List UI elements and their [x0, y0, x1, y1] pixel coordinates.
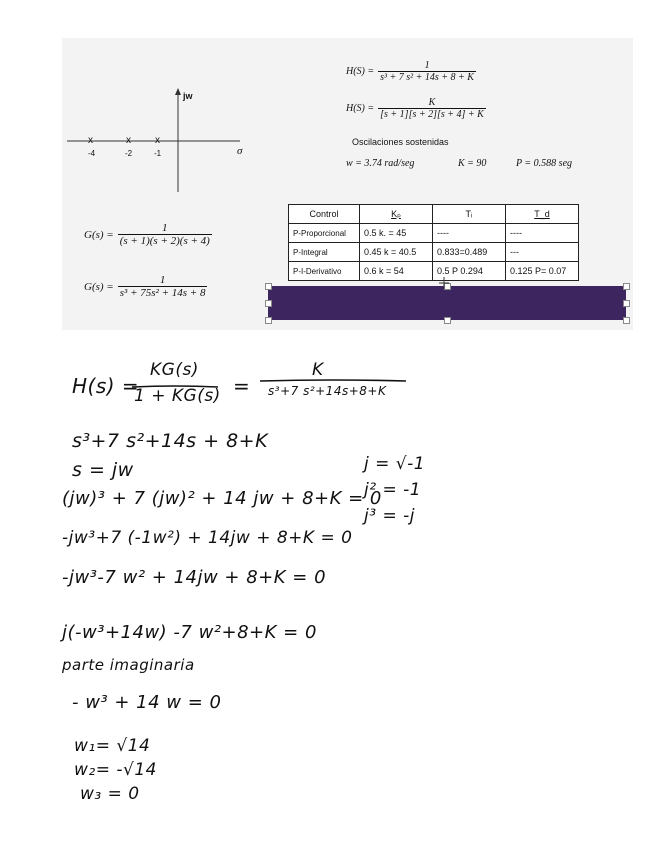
fraction [118, 222, 212, 247]
hw-h-num2: K [312, 360, 324, 380]
pole-label: -4 [88, 149, 96, 158]
table-cell: P-I-Derivativo [289, 262, 360, 281]
g-transfer-function-1 [84, 222, 212, 247]
denominator: (s + 1)(s + 2)(s + 4) [119, 235, 210, 247]
resize-handle[interactable] [265, 300, 272, 307]
p-value: P = 0.588 seg [516, 158, 573, 169]
pole-marker: x [155, 135, 160, 146]
denominator: s³ + 7 s² + 14s + 8 + K [380, 72, 474, 83]
hw-line: w₂= -√14 [74, 760, 157, 780]
hw-line: -jw³+7 (-1w²) + 14jw + 8+K = 0 [62, 528, 353, 548]
column-header: Control [289, 205, 360, 224]
hw-line: - w³ + 14 w = 0 [72, 692, 222, 713]
hw-j-identity: j = √-1 [364, 454, 426, 474]
column-header: Kₚ [360, 205, 433, 224]
table-cell: P-Integral [289, 243, 360, 262]
numerator: 1 [159, 274, 166, 286]
jw-axis-label: jw [183, 91, 193, 101]
table-cell: 0.5 P 0.294 [433, 262, 506, 281]
fraction [118, 274, 208, 299]
table-cell: P-Proporcional [289, 224, 360, 243]
denominator: [s + 1][s + 2][s + 4] + K [380, 109, 484, 120]
table-cell: --- [506, 243, 579, 262]
table-row [289, 224, 579, 243]
selected-shape[interactable] [268, 286, 626, 320]
hw-line: j(-w³+14w) -7 w²+8+K = 0 [62, 622, 317, 643]
w-value: w = 3.74 rad/seg [346, 158, 415, 169]
numerator: K [428, 97, 436, 108]
fraction [378, 60, 476, 83]
column-header: Tᵢ [433, 205, 506, 224]
move-cursor-icon [438, 276, 450, 290]
resize-handle[interactable] [623, 317, 630, 324]
hw-line: w₃ = 0 [80, 784, 140, 804]
table-header-row [289, 205, 579, 224]
hw-h-lhs: H(s) = [72, 374, 140, 398]
hw-line: parte imaginaria [62, 656, 195, 674]
pole-label: -2 [125, 149, 133, 158]
hw-j-identity: j² = -1 [364, 480, 422, 500]
hw-j-identity: j³ = -j [364, 506, 415, 526]
hw-line: (jw)³ + 7 (jw)² + 14 jw + 8+K = 0 [62, 488, 382, 509]
table-cell: 0.6 k = 54 [360, 262, 433, 281]
pole-marker: x [126, 135, 131, 146]
hw-line: s = jw [72, 459, 134, 481]
table-cell: 0.45 k = 40.5 [360, 243, 433, 262]
hw-line: -jw³-7 w² + 14jw + 8+K = 0 [62, 567, 327, 588]
hw-line: w₁= √14 [74, 736, 151, 756]
table-cell: 0.125 P= 0.07 [506, 262, 579, 281]
numerator: 1 [424, 60, 430, 71]
table-cell: ---- [506, 224, 579, 243]
equation-lhs: G(s) = [84, 228, 114, 241]
k-value: K = 90 [458, 158, 487, 169]
equation-lhs: H(S) = [346, 66, 375, 77]
g-transfer-function-2 [84, 274, 207, 299]
resize-handle[interactable] [444, 317, 451, 324]
resize-handle[interactable] [623, 300, 630, 307]
equation-lhs: H(S) = [346, 103, 375, 114]
numerator: 1 [162, 222, 168, 234]
pole-marker: x [88, 135, 93, 146]
h-transfer-function-2 [346, 97, 486, 120]
oscillation-title: Oscilaciones sostenidas [352, 137, 449, 147]
table-cell: 0.5 k. = 45 [360, 224, 433, 243]
denominator: s³ + 75s² + 14s + 8 [119, 287, 206, 299]
table-cell: 0.833=0.489 [433, 243, 506, 262]
fraction [378, 97, 486, 120]
controller-table [288, 204, 579, 281]
resize-handle[interactable] [265, 317, 272, 324]
hw-h-num: KG(s) [150, 360, 199, 380]
hw-h-den2: s³+7 s²+14s+8+K [268, 384, 387, 398]
equation-lhs: G(s) = [84, 280, 114, 293]
column-header: T_d [506, 205, 579, 224]
pole-label: -1 [154, 149, 162, 158]
h-transfer-function-1 [346, 60, 476, 83]
table-row [289, 262, 579, 281]
resize-handle[interactable] [265, 283, 272, 290]
table-row [289, 243, 579, 262]
resize-handle[interactable] [623, 283, 630, 290]
hw-equals: = [233, 374, 251, 398]
hw-line: s³+7 s²+14s + 8+K [72, 430, 269, 452]
hw-h-den: 1 + KG(s) [134, 386, 221, 406]
table-cell: ---- [433, 224, 506, 243]
sigma-axis-label: σ [237, 145, 243, 157]
